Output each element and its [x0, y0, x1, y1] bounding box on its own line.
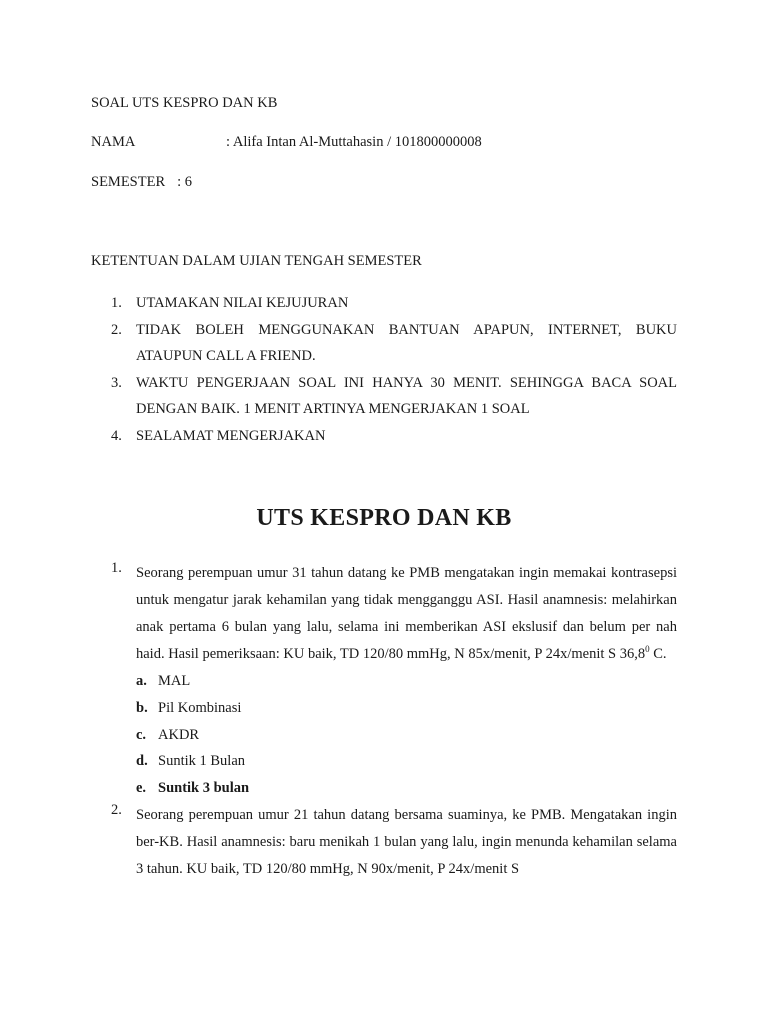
rule-number: 1.	[111, 295, 122, 311]
rule-number: 4.	[111, 427, 122, 444]
option-text: MAL	[158, 673, 191, 689]
option-letter: e.	[136, 780, 147, 797]
semester-label: SEMESTER	[91, 174, 166, 190]
rule-text: TIDAK BOLEH MENGGUNAKAN BANTUAN APAPUN, INTERNET, BUKU ATAUPUN CALL A FRIEND.	[136, 321, 677, 364]
rule-item	[91, 317, 677, 370]
rule-text: WAKTU PENGERJAAN SOAL INI HANYA 30 MENIT. SEHINGGA BACA SOAL DENGAN BAIK. 1 MENIT ARTINYA MENGERJAKAN 1 SOAL	[136, 374, 677, 417]
option-letter: c.	[136, 726, 147, 743]
rule-number: 2.	[111, 321, 122, 338]
option-letter: b.	[136, 699, 148, 716]
option-text: Suntik 3 bulan	[158, 780, 250, 797]
question-number: 2.	[111, 801, 122, 818]
option-item	[136, 722, 677, 749]
question-text	[136, 560, 677, 668]
exam-title: UTS KESPRO DAN KB	[256, 505, 512, 531]
rule-item	[91, 370, 677, 423]
question-body: Seorang perempuan umur 31 tahun datang ke PMB mengatakan ingin memakai kontrasepsi untuk mengatur jarak kehamilan yang tidak mengganggu ASI. Hasil anamnesis: melahirkan anak pertama 6 bulan yang lalu, selama ini memberikan ASI ekslusif dan belum per nah haid. Hasil pemeriksaan: KU baik, TD 120/80 mmHg, N 85x/menit, P 24x/menit S 36,8	[136, 565, 677, 662]
option-text: Suntik 1 Bulan	[158, 753, 246, 770]
question-text: Seorang perempuan umur 21 tahun datang bersama suaminya, ke PMB. Mengatakan ingin ber-KB. Hasil anamnesis: baru menikah 1 bulan yang lalu, ingin menunda kehamilan selama 3 tahun. KU baik, TD 120/80 mmHg, N 90x/menit, P 24x/menit S	[136, 806, 677, 877]
rule-text: SEALAMAT MENGERJAKAN	[136, 427, 326, 444]
question-item	[91, 560, 677, 802]
question-number: 1.	[111, 560, 122, 576]
name-label: NAMA	[91, 134, 136, 150]
option-item	[136, 748, 677, 775]
semester-value: : 6	[177, 174, 193, 190]
rules-heading: KETENTUAN DALAM UJIAN TENGAH SEMESTER	[91, 253, 422, 269]
option-list	[136, 668, 677, 802]
document-header-title: SOAL UTS KESPRO DAN KB	[91, 95, 278, 111]
question-body-end: C.	[649, 646, 667, 662]
rule-text: UTAMAKAN NILAI KEJUJURAN	[136, 295, 349, 311]
name-row	[91, 134, 482, 151]
option-item	[136, 695, 677, 722]
option-item	[136, 668, 677, 695]
semester-row	[91, 174, 192, 191]
rule-number: 3.	[111, 374, 122, 391]
name-value: : Alifa Intan Al-Muttahasin / 101800000008	[226, 134, 482, 150]
question-list	[91, 560, 677, 883]
question-item	[91, 802, 677, 883]
option-text: AKDR	[158, 726, 200, 743]
rule-item	[91, 290, 677, 317]
rules-list	[91, 290, 677, 449]
option-item-answer	[136, 775, 677, 802]
rule-item	[91, 423, 677, 450]
option-letter: d.	[136, 753, 148, 770]
option-letter: a.	[136, 673, 147, 689]
option-text: Pil Kombinasi	[158, 699, 242, 716]
degree-superscript: 0	[645, 644, 650, 654]
